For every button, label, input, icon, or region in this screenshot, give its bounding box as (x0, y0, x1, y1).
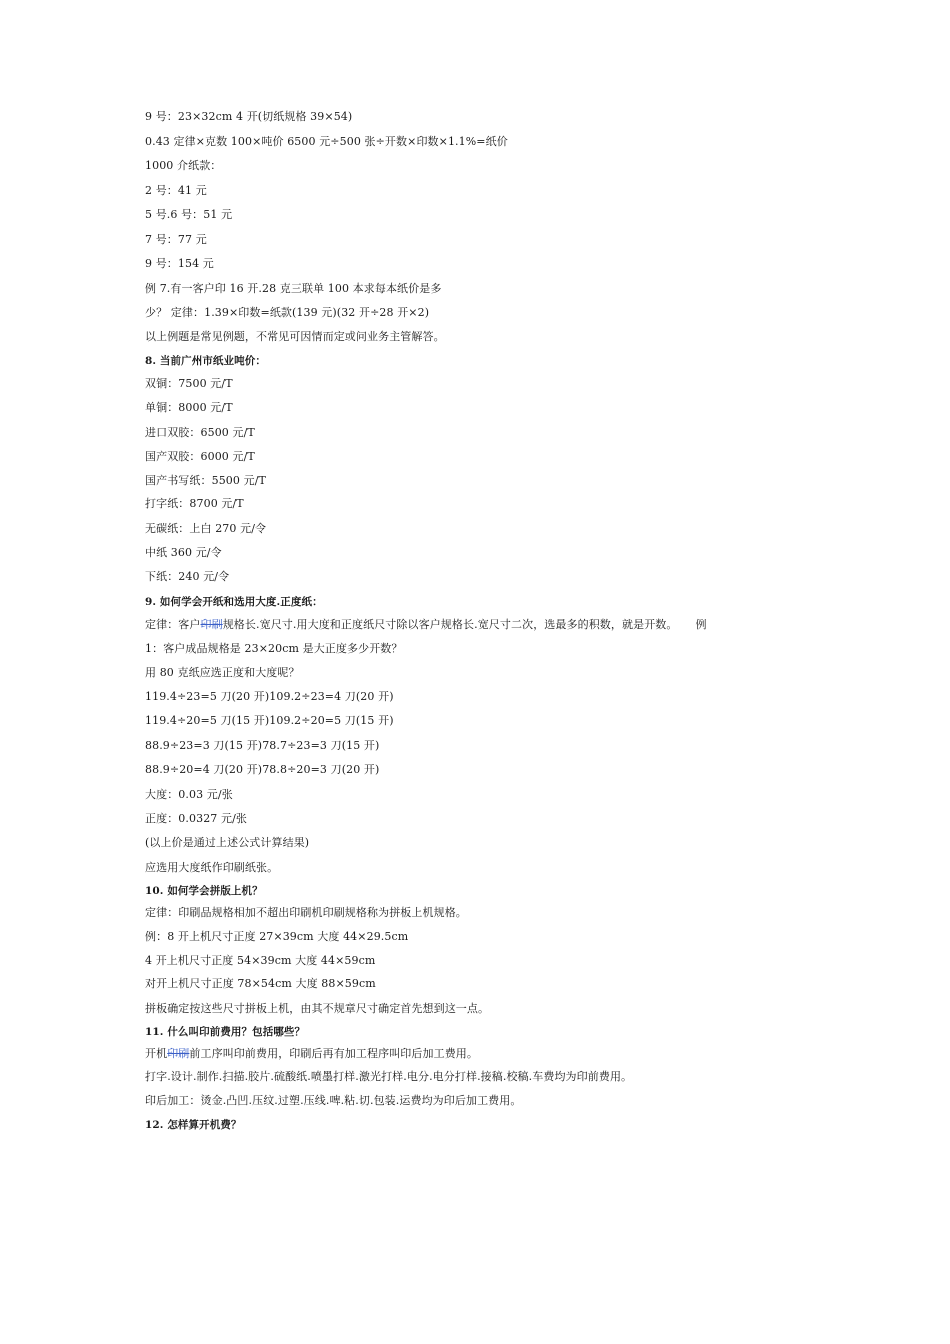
text-line: 少？ 定律：1.39×印数=纸款(139 元)(32 开÷28 开×2) (145, 306, 430, 319)
text-line: 进口双胶：6500 元/T (145, 426, 255, 439)
text-line: 5 号.6 号：51 元 (145, 208, 233, 221)
text-line: 国产双胶：6000 元/T (145, 450, 255, 463)
text-line: 1：客户成品规格是 23×20cm 是大正度多少开数？ (145, 642, 403, 655)
section-heading: 12. 怎样算开机费？ (145, 1119, 242, 1131)
text-line: (以上价是通过上述公式计算结果) (145, 836, 310, 849)
text-line: 双铜：7500 元/T (145, 377, 233, 390)
rule-line-tail: 例 (695, 618, 707, 631)
text-line: 中纸 360 元/令 (145, 546, 222, 559)
struck-text: 印刷 (200, 618, 223, 631)
fee-line (145, 1047, 478, 1061)
text-line: 打字纸：8700 元/T (145, 497, 244, 510)
text-line: 9 号：154 元 (145, 257, 214, 270)
text-line: 国产书写纸：5500 元/T (145, 474, 266, 487)
text-line: 0.43 定律×克数 100×吨价 6500 元÷500 张÷开数×印数×1.1%=纸价 (145, 135, 508, 148)
text-line: 119.4÷20=5 刀(15 开)109.2÷20=5 刀(15 开) (145, 714, 394, 727)
fee-line-pre: 开机 (145, 1047, 168, 1060)
section-heading: 11. 什么叫印前费用？包括哪些？ (145, 1026, 306, 1038)
text-line: 4 开上机尺寸正度 54×39cm 大度 44×59cm (145, 954, 376, 967)
text-line: 定律：印刷品规格相加不超出印刷机印刷规格称为拼板上机规格。 (145, 906, 467, 919)
text-line: 打字.设计.制作.扫描.胶片.硫酸纸.喷墨打样.激光打样.电分.电分打样.接稿.校稿.车费均为印前费用。 (145, 1070, 633, 1083)
text-line: 下纸：240 元/令 (145, 570, 230, 583)
text-line: 拼板确定按这些尺寸拼板上机，由其不规章尺寸确定首先想到这一点。 (145, 1002, 490, 1015)
text-line: 印后加工：烫金.凸凹.压纹.过塑.压线.啤.粘.切.包装.运费均为印后加工费用。 (145, 1094, 522, 1107)
text-line: 大度：0.03 元/张 (145, 788, 233, 801)
text-line: 单铜：8000 元/T (145, 401, 233, 414)
text-line: 例：8 开上机尺寸正度 27×39cm 大度 44×29.5cm (145, 930, 409, 943)
text-line: 7 号：77 元 (145, 233, 207, 246)
text-line: 无碳纸：上白 270 元/令 (145, 522, 267, 535)
text-line: 88.9÷23=3 刀(15 开)78.7÷23=3 刀(15 开) (145, 739, 380, 752)
section-heading: 9. 如何学会开纸和选用大度.正度纸： (145, 596, 323, 608)
text-line: 2 号：41 元 (145, 184, 207, 197)
text-line: 9 号：23×32cm 4 开(切纸规格 39×54) (145, 110, 353, 123)
text-line: 用 80 克纸应选正度和大度呢？ (145, 666, 300, 679)
rule-line-pre: 定律：客户 (145, 618, 201, 631)
section-heading: 8. 当前广州市纸业吨价： (145, 355, 266, 367)
fee-line-post: 前工序叫印前费用，印刷后再有加工程序叫印后加工费用。 (189, 1047, 479, 1060)
text-line: 正度：0.0327 元/张 (145, 812, 247, 825)
rule-line-post: 规格长.宽尺寸.用大度和正度纸尺寸除以客户规格长.宽尺寸二次，选最多的积数，就是开数。 (222, 618, 678, 631)
text-line: 1000 介纸款： (145, 159, 222, 172)
struck-text: 印刷 (167, 1047, 190, 1060)
text-line: 以上例题是常见例题，不常见可因情而定或问业务主管解答。 (145, 330, 445, 343)
text-line: 应选用大度纸作印刷纸张。 (145, 861, 279, 874)
section-heading: 10. 如何学会拼版上机？ (145, 885, 263, 897)
text-line: 119.4÷23=5 刀(20 开)109.2÷23=4 刀(20 开) (145, 690, 394, 703)
text-line: 对开上机尺寸正度 78×54cm 大度 88×59cm (145, 977, 376, 990)
text-line: 88.9÷20=4 刀(20 开)78.8÷20=3 刀(20 开) (145, 763, 380, 776)
text-line: 例 7.有一客户印 16 开.28 克三联单 100 本求每本纸价是多 (145, 282, 442, 295)
rule-line (145, 618, 707, 632)
